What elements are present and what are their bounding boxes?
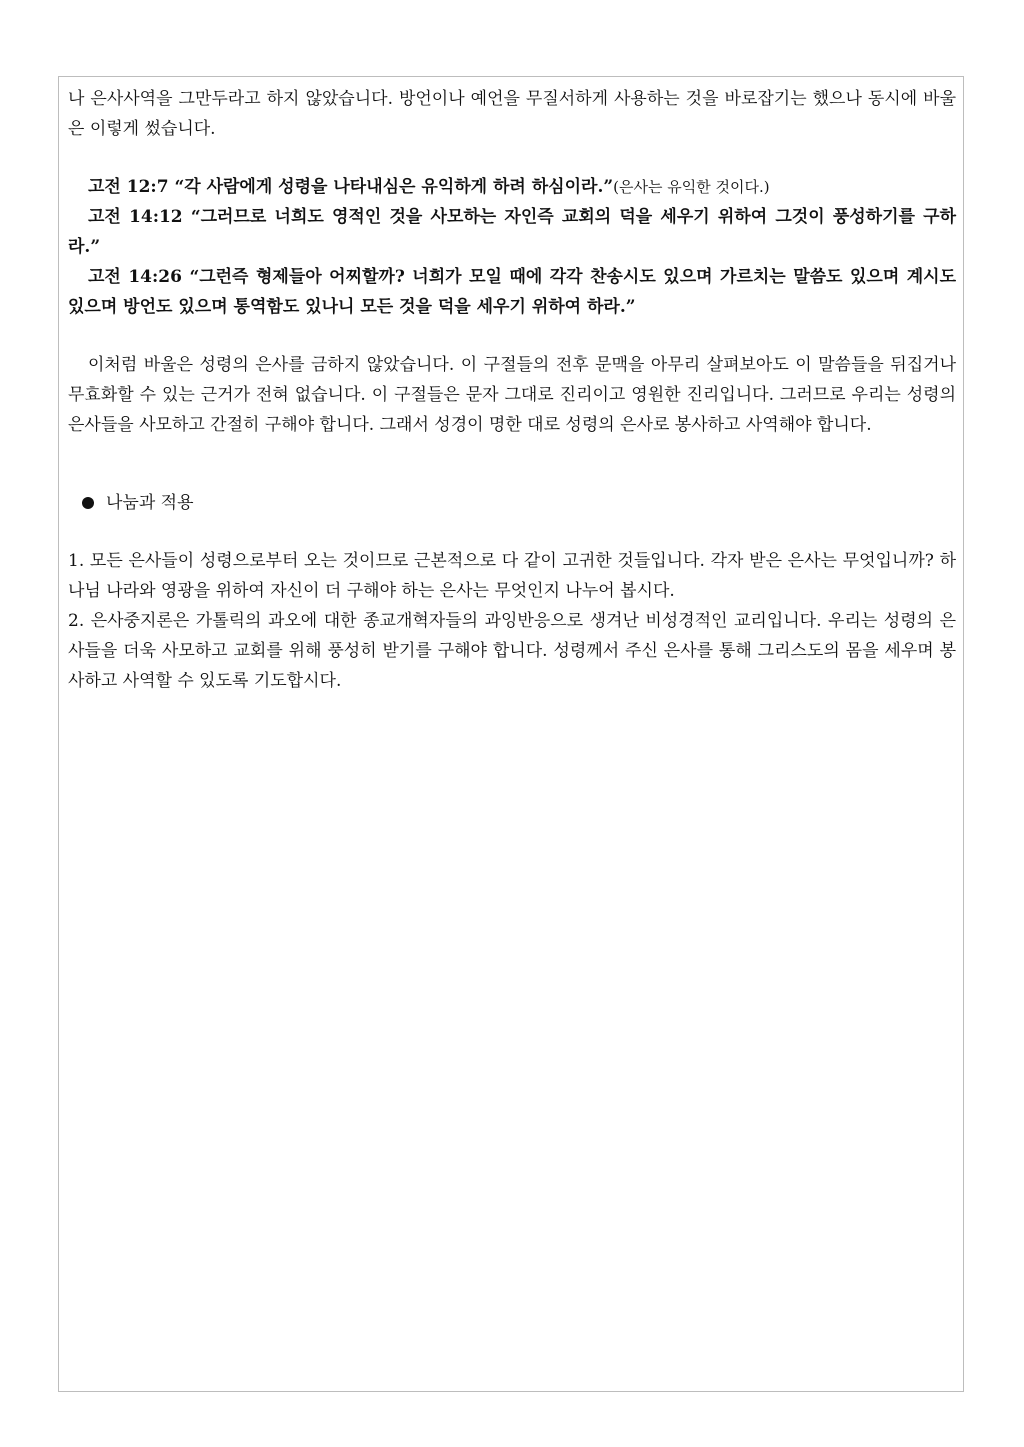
spacer (68, 440, 956, 488)
verse-text: “각 사람에게 성령을 나타내심은 유익하게 하려 하심이라.” (174, 177, 614, 197)
verse-ref: 고전 14:26 (88, 267, 182, 287)
verse-ref: 고전 14:12 (88, 207, 183, 227)
verse-note: (은사는 유익한 것이다.) (613, 178, 770, 196)
conclusion-paragraph: 이처럼 바울은 성령의 은사를 금하지 않았습니다. 이 구절들의 전후 문맥을 아무리 살펴보아도 이 말씀들을 뒤집거나 무효화할 수 있는 근거가 전혀 없습니다. 이 구절들은 문자 그대로 진리이고 영원한 진리입니다. 그러므로 우리는 성령의 은사들을 사모하고 간절히 구해야 합니다. 그래서 성경이 명한 대로 성령의 은사로 봉사하고 사역해야 합니다. (68, 355, 956, 435)
filled-circle-icon (82, 497, 94, 509)
spacer (68, 518, 956, 546)
verse-3 (68, 262, 956, 322)
verse-ref: 고전 12:7 (88, 177, 169, 197)
application-item-2: 2. 은사중지론은 가톨릭의 과오에 대한 종교개혁자들의 과잉반응으로 생겨난 비성경적인 교리입니다. 우리는 성령의 은사들을 더욱 사모하고 교회를 위해 풍성히 받기를 구해야 합니다. 성령께서 주신 은사를 통해 그리스도의 몸을 세우며 봉사하고 사역할 수 있도록 기도합시다. (68, 611, 956, 691)
verse-1 (68, 172, 956, 202)
intro-paragraph: 나 은사사역을 그만두라고 하지 않았습니다. 방언이나 예언을 무질서하게 사용하는 것을 바로잡기는 했으나 동시에 바울은 이렇게 썼습니다. (68, 89, 956, 139)
verse-text: “그러므로 너희도 영적인 것을 사모하는 자인즉 교회의 덕을 세우기 위하여 그것이 풍성하기를 구하라.” (68, 207, 956, 257)
verse-text: “그런즉 형제들아 어찌할까? 너희가 모일 때에 각각 찬송시도 있으며 가르치는 말씀도 있으며 계시도 있으며 방언도 있으며 통역함도 있나니 모든 것을 덕을 세우기 위하여 하라.” (68, 267, 957, 317)
spacer (68, 144, 956, 172)
section-heading (68, 488, 956, 518)
document-body (68, 84, 956, 696)
spacer (68, 322, 956, 350)
section-heading-label: 나눔과 적용 (106, 493, 194, 513)
application-item-1: 1. 모든 은사들이 성령으로부터 오는 것이므로 근본적으로 다 같이 고귀한 것들입니다. 각자 받은 은사는 무엇입니까? 하나님 나라와 영광을 위하여 자신이 더 구해야 하는 은사는 무엇인지 나누어 봅시다. (68, 551, 956, 601)
verse-2 (68, 202, 956, 262)
